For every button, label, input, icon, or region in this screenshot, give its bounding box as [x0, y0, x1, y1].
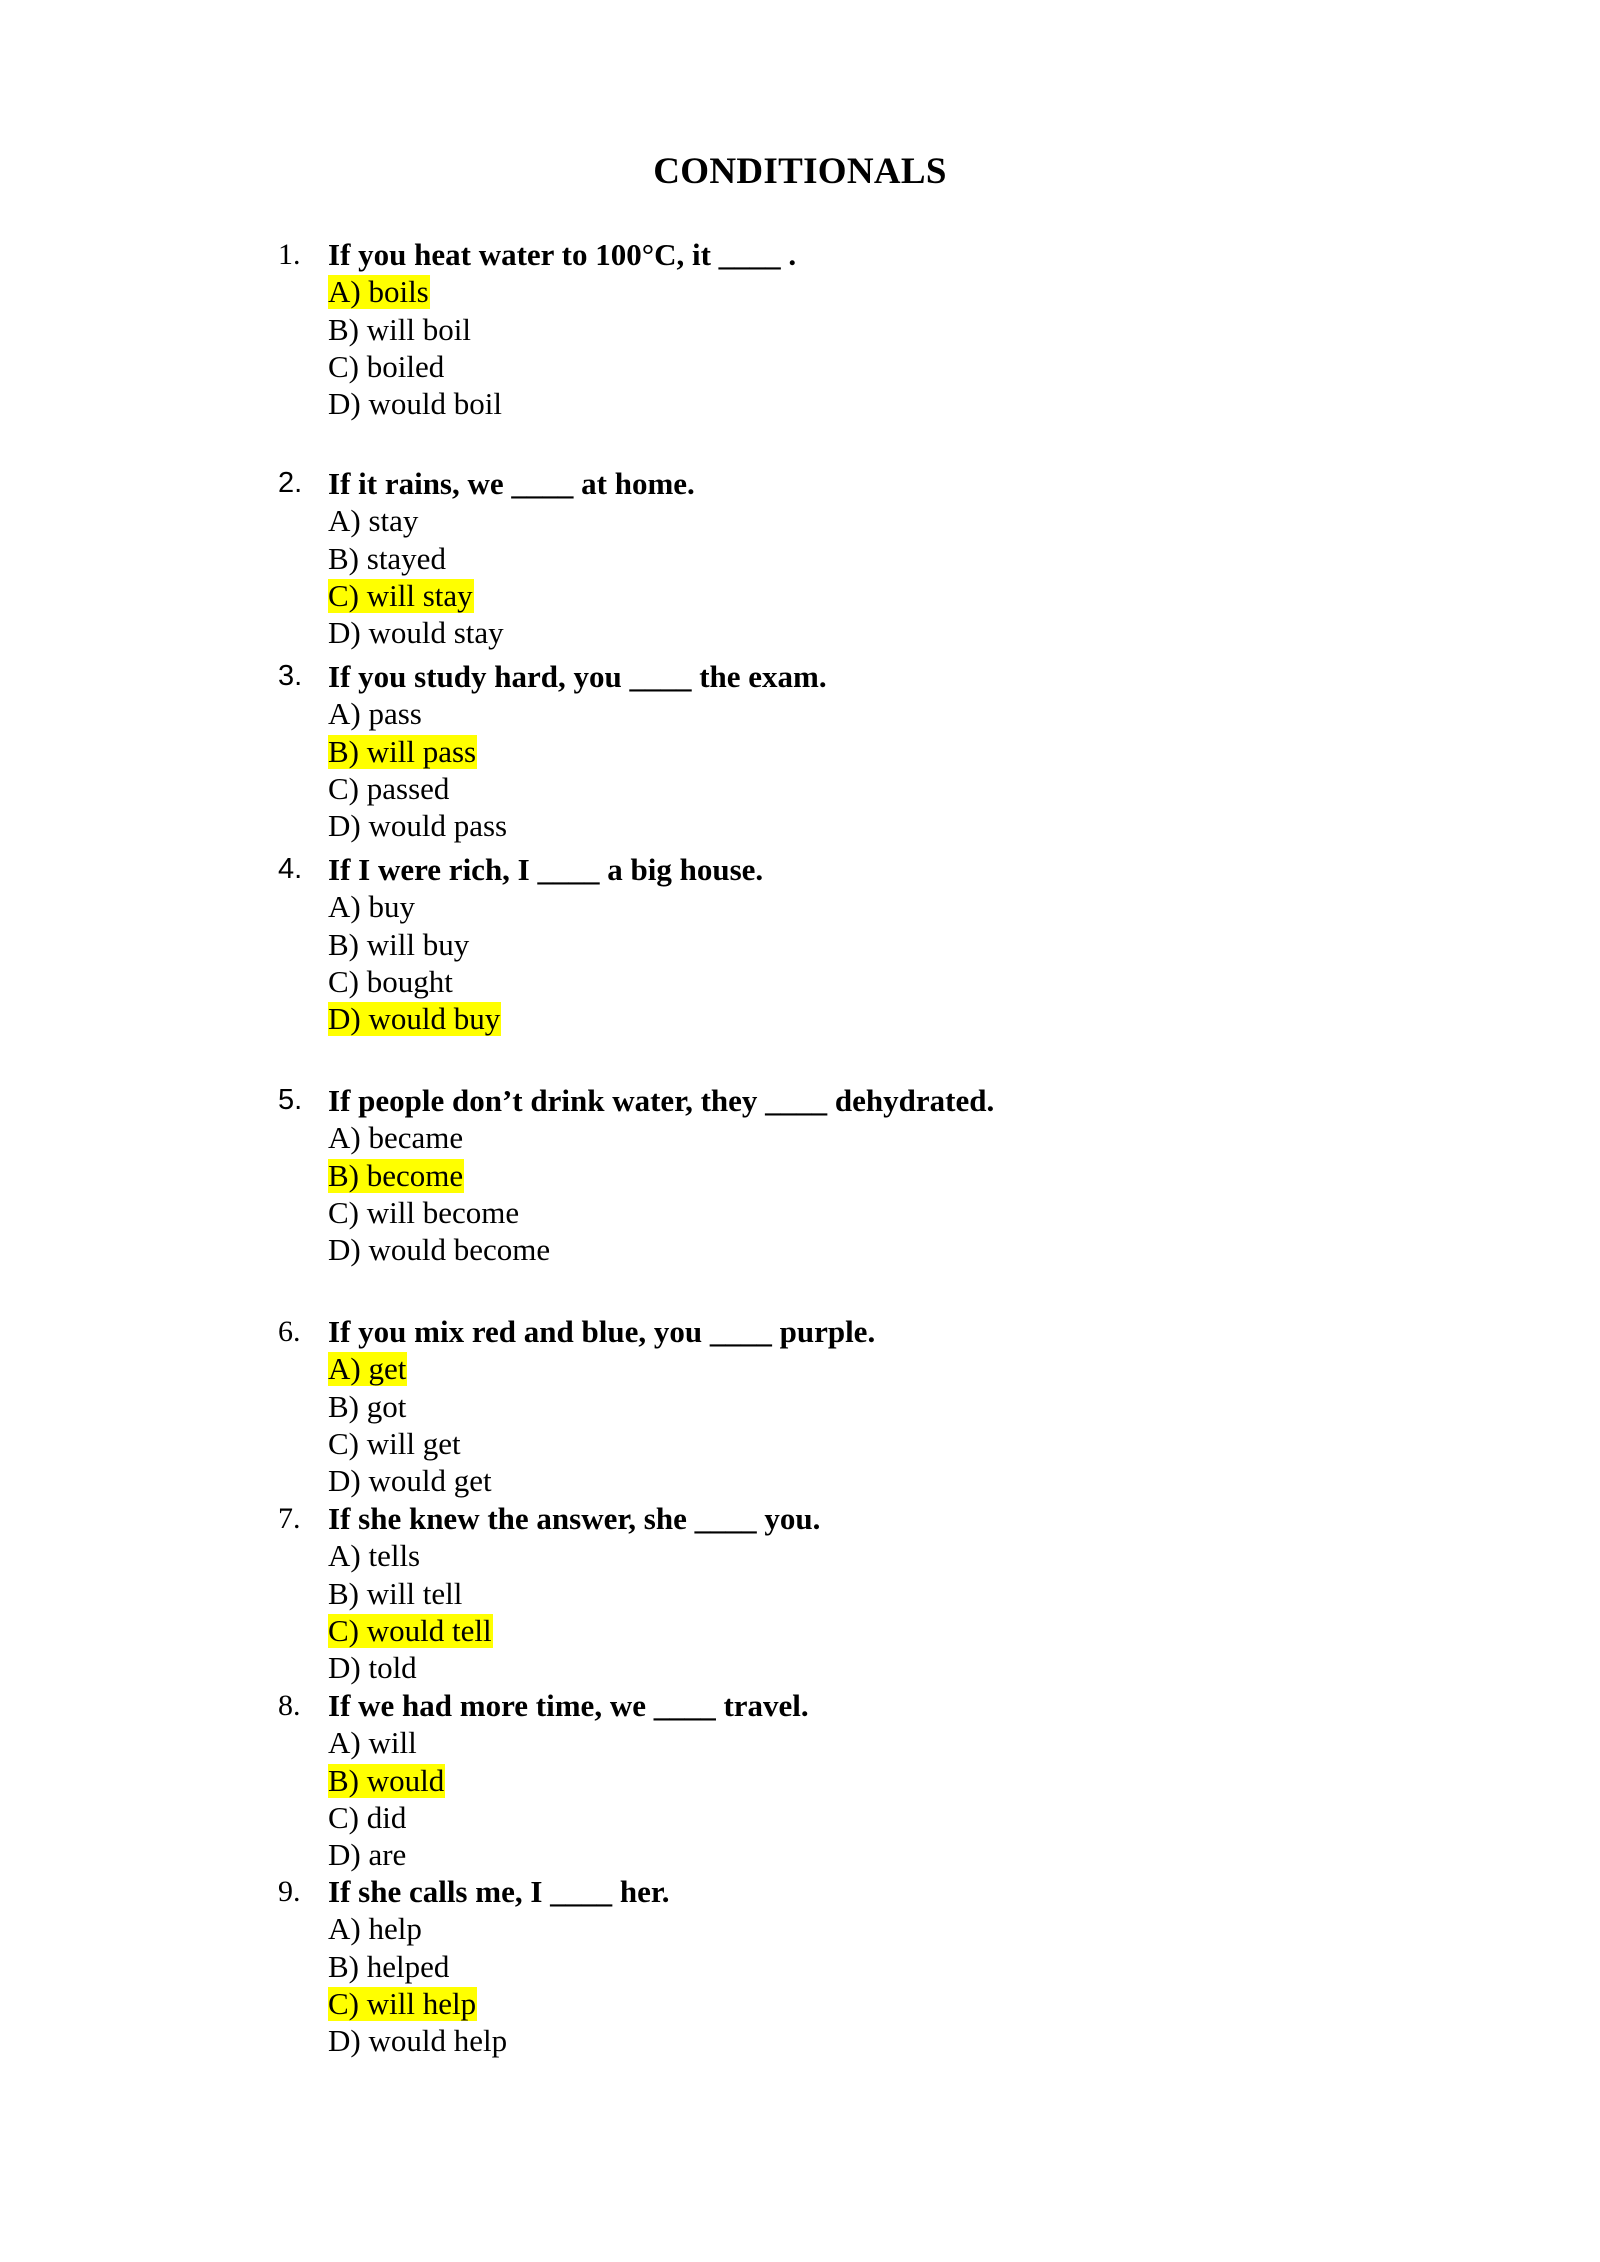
option-c: C) did — [328, 1799, 407, 1835]
options-list — [328, 1724, 445, 1873]
options-list — [328, 502, 505, 651]
option-a: A) pass — [328, 696, 422, 732]
option-d: D) would help — [328, 2023, 508, 2059]
option-b: B) helped — [328, 1948, 450, 1984]
question-text: If she knew the answer, she ____ you. — [328, 1501, 821, 1536]
question-text: If she calls me, I ____ her. — [328, 1874, 670, 1909]
option-c: C) will help — [328, 1985, 477, 2021]
page-title: CONDITIONALS — [653, 151, 947, 192]
option-a: A) buy — [328, 889, 415, 925]
option-c: C) would tell — [328, 1612, 492, 1648]
question-number: 8. — [278, 1689, 301, 1722]
option-c: C) passed — [328, 770, 450, 806]
question-text: If you study hard, you ____ the exam. — [328, 659, 827, 694]
option-b: B) stayed — [328, 540, 446, 576]
question-number: 4. — [278, 853, 303, 885]
option-b: B) become — [328, 1157, 464, 1193]
question-number: 3. — [278, 660, 303, 692]
option-c: C) will get — [328, 1425, 461, 1461]
option-c: C) boiled — [328, 348, 445, 384]
option-a: A) became — [328, 1120, 464, 1156]
option-b: B) got — [328, 1388, 407, 1424]
options-list — [328, 273, 503, 422]
option-c: C) will stay — [328, 577, 473, 613]
option-c: C) will become — [328, 1194, 520, 1230]
options-list — [328, 888, 501, 1037]
options-list — [328, 1910, 508, 2059]
option-d: D) would pass — [328, 808, 508, 844]
option-b: B) will buy — [328, 926, 470, 962]
option-d: D) are — [328, 1837, 407, 1873]
option-d: D) would get — [328, 1463, 492, 1499]
question-number: 6. — [278, 1315, 301, 1348]
question-text: If we had more time, we ____ travel. — [328, 1688, 809, 1723]
question-number: 7. — [278, 1502, 301, 1535]
question-text: If I were rich, I ____ a big house. — [328, 852, 764, 887]
options-list — [328, 1350, 493, 1499]
option-d: D) would buy — [328, 1001, 501, 1037]
option-a: A) boils — [328, 274, 429, 310]
option-a: A) will — [328, 1725, 417, 1761]
option-b: B) would — [328, 1762, 445, 1798]
option-a: A) get — [328, 1351, 407, 1387]
option-d: D) would stay — [328, 615, 504, 651]
option-b: B) will pass — [328, 733, 477, 769]
question-text: If you mix red and blue, you ____ purple. — [328, 1314, 876, 1349]
option-c: C) bought — [328, 963, 453, 999]
options-list — [328, 695, 508, 844]
question-number: 9. — [278, 1875, 301, 1908]
question-number: 5. — [278, 1084, 303, 1116]
question-number: 1. — [278, 238, 301, 271]
options-list — [328, 1119, 551, 1268]
option-d: D) would boil — [328, 386, 502, 422]
option-b: B) will boil — [328, 311, 471, 347]
question-text: If you heat water to 100°C, it ____ . — [328, 237, 797, 272]
question-text: If people don’t drink water, they ____ dehydrated. — [328, 1083, 995, 1118]
option-d: D) would become — [328, 1232, 551, 1268]
option-a: A) tells — [328, 1538, 421, 1574]
question-text: If it rains, we ____ at home. — [328, 466, 695, 501]
option-d: D) told — [328, 1650, 417, 1686]
option-a: A) help — [328, 1911, 422, 1947]
question-number: 2. — [278, 467, 303, 499]
options-list — [328, 1537, 493, 1686]
option-a: A) stay — [328, 503, 419, 539]
option-b: B) will tell — [328, 1575, 463, 1611]
